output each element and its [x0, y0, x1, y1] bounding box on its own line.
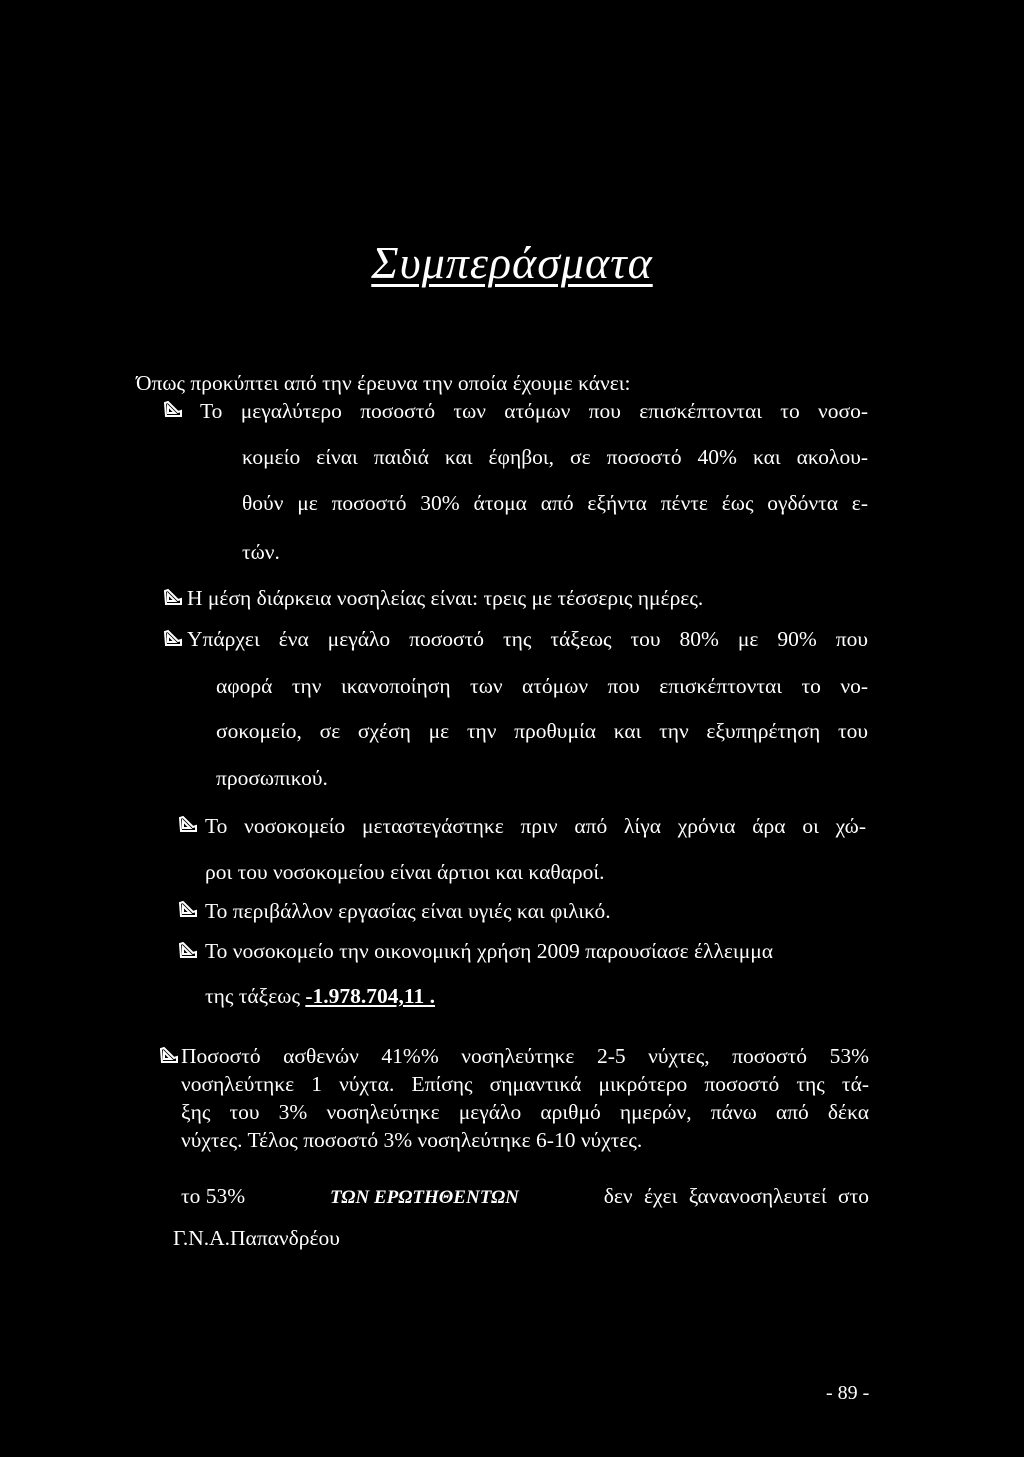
- page-title: Συμπεράσματα: [371, 237, 653, 288]
- closing-line-2: Γ.Ν.Α.Παπανδρέου: [173, 1226, 340, 1250]
- bullet-icon: [163, 629, 183, 649]
- item-6-line-2: [205, 983, 435, 1009]
- item-4-line-1: Το νοσοκομείο μεταστεγάστηκε πριν από λίγα χρόνια άρα οι χώ-: [205, 814, 866, 838]
- item-6-prefix: της τάξεως: [205, 984, 306, 1008]
- closing-line-1: [181, 1183, 869, 1211]
- item-3-line-4: προσωπικού.: [216, 766, 328, 790]
- bullet-icon: [178, 815, 198, 835]
- item-5-line-1: Το περιβάλλον εργασίας είναι υγιές και φιλικό.: [205, 899, 611, 923]
- item-1-line-1: Το μεγαλύτερο ποσοστό των ατόμων που επισκέπτονται το νοσο-: [200, 399, 868, 423]
- bullet-icon: [178, 900, 198, 920]
- intro-text: Όπως προκύπτει από την έρευνα την οποία έχουμε κάνει:: [136, 371, 631, 395]
- closing-end: δεν έχει ξανανοσηλευτεί στο: [603, 1184, 869, 1208]
- item-1-line-4: τών.: [242, 540, 280, 564]
- item-7-line-1: Ποσοστό ασθενών 41%% νοσηλεύτηκε 2-5 νύχτες, ποσοστό 53%: [181, 1044, 869, 1068]
- bullet-icon: [159, 1046, 179, 1066]
- item-2-line-1: Η μέση διάρκεια νοσηλείας είναι: τρεις με τέσσερις ημέρες.: [187, 586, 704, 610]
- bullet-icon: [163, 588, 183, 608]
- item-3-line-1: Υπάρχει ένα μεγάλο ποσοστό της τάξεως του 80% με 90% που: [187, 627, 868, 651]
- bullet-icon: [178, 941, 198, 961]
- item-1-line-3: θούν με ποσοστό 30% άτομα από εξήντα πέντε έως ογδόντα ε-: [242, 491, 868, 515]
- page-number: - 89 -: [826, 1382, 870, 1404]
- deficit-amount: -1.978.704,11 .: [305, 984, 435, 1008]
- item-1-line-2: κομείο είναι παιδιά και έφηβοι, σε ποσοστό 40% και ακολου-: [242, 445, 868, 469]
- item-7-line-2: νοσηλεύτηκε 1 νύχτα. Επίσης σημαντικά μικρότερο ποσοστό της τά-: [181, 1072, 869, 1096]
- bullet-icon: [163, 400, 183, 420]
- item-4-line-2: ροι του νοσοκομείου είναι άρτιοι και καθαροί.: [205, 860, 605, 884]
- item-6-line-1: Το νοσοκομείο την οικονομική χρήση 2009 παρουσίασε έλλειμμα: [205, 939, 774, 963]
- item-3-line-3: σοκομείο, σε σχέση με την προθυμία και την εξυπηρέτηση του: [216, 719, 868, 743]
- item-7-line-3: ξης του 3% νοσηλεύτηκε μεγάλο αριθμό ημερών, πάνω από δέκα: [181, 1100, 869, 1124]
- item-3-line-2: αφορά την ικανοποίηση των ατόμων που επισκέπτονται το νο-: [216, 674, 868, 698]
- item-7-line-4: νύχτες. Τέλος ποσοστό 3% νοσηλεύτηκε 6-10 νύχτες.: [181, 1128, 643, 1152]
- closing-start: το 53%: [181, 1184, 246, 1208]
- closing-emphasis: ΤΩΝ ΕΡΩΤΗΘΕΝΤΩΝ: [330, 1187, 519, 1208]
